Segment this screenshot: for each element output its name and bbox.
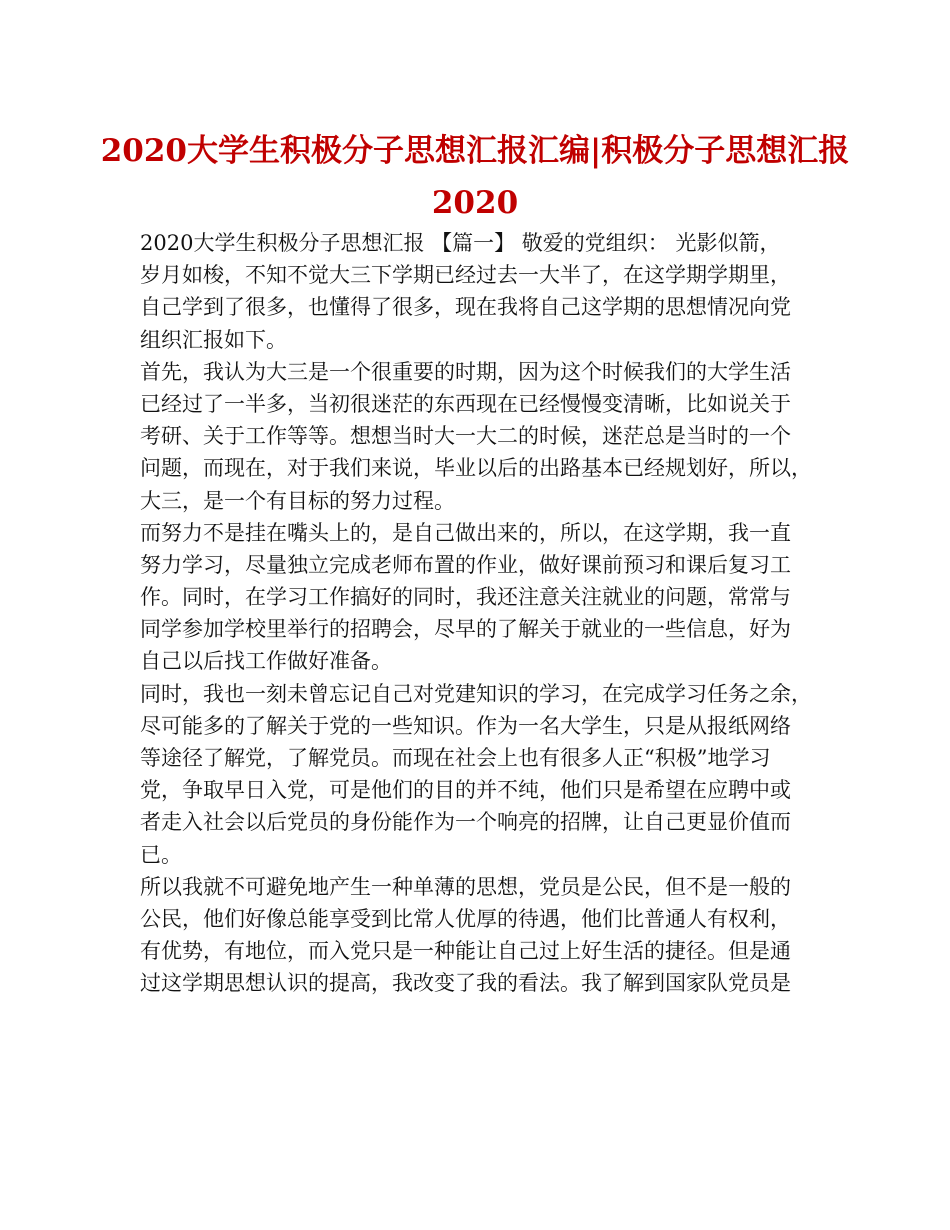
body-line: 作。同时，在学习工作搞好的同时，我还注意关注就业的问题，常常与 bbox=[140, 585, 791, 610]
body-line: 岁月如梭，不知不觉大三下学期已经过去一大半了，在这学期学期里， bbox=[140, 263, 791, 288]
body-line: 大三，是一个有目标的努力过程。 bbox=[140, 488, 455, 513]
body-line: 问题，而现在，对于我们来说，毕业以后的出路基本已经规划好，所以， bbox=[140, 456, 812, 481]
body-line: 党，争取早日入党，可是他们的目的并不纯，他们只是希望在应聘中或 bbox=[140, 778, 791, 803]
body-line: 首先，我认为大三是一个很重要的时期，因为这个时候我们的大学生活 bbox=[140, 359, 791, 384]
body-line: 已经过了一半多，当初很迷茫的东西现在已经慢慢变清晰，比如说关于 bbox=[140, 391, 791, 416]
body-line: 组织汇报如下。 bbox=[140, 327, 287, 352]
title-line-1: 2020大学生积极分子思想汇报汇编|积极分子思想汇报 bbox=[100, 133, 850, 169]
body-line: 公民，他们好像总能享受到比常人优厚的待遇，他们比普通人有权利， bbox=[140, 906, 791, 931]
body-line: 同学参加学校里举行的招聘会，尽早的了解关于就业的一些信息，好为 bbox=[140, 617, 791, 642]
body-line: 过这学期思想认识的提高，我改变了我的看法。我了解到国家队党员是 bbox=[140, 971, 791, 996]
body-line: 2020大学生积极分子思想汇报 【篇一】 敬爱的党组织： 光影似箭， bbox=[140, 231, 781, 255]
body-line: 尽可能多的了解关于党的一些知识。作为一名大学生，只是从报纸网络 bbox=[140, 713, 791, 738]
document-title bbox=[100, 125, 850, 229]
body-line: 等途径了解党，了解党员。而现在社会上也有很多人正“积极”地学习 bbox=[140, 746, 771, 770]
body-line: 考研、关于工作等等。想想当时大一大二的时候，迷茫总是当时的一个 bbox=[140, 424, 791, 449]
body-line: 所以我就不可避免地产生一种单薄的思想，党员是公民，但不是一般的 bbox=[140, 874, 791, 899]
body-line: 而努力不是挂在嘴头上的，是自己做出来的，所以，在这学期，我一直 bbox=[140, 520, 791, 545]
body-line: 同时，我也一刻未曾忘记自己对党建知识的学习，在完成学习任务之余， bbox=[140, 681, 812, 706]
body-line: 自己以后找工作做好准备。 bbox=[140, 649, 392, 674]
body-line: 有优势，有地位，而入党只是一种能让自己过上好生活的捷径。但是通 bbox=[140, 939, 791, 964]
body-line: 已。 bbox=[140, 842, 182, 867]
body-line: 努力学习，尽量独立完成老师布置的作业，做好课前预习和课后复习工 bbox=[140, 552, 791, 577]
body-line: 自己学到了很多，也懂得了很多，现在我将自己这学期的思想情况向党 bbox=[140, 295, 791, 320]
title-line-2: 2020 bbox=[431, 185, 519, 221]
document-body bbox=[140, 227, 820, 1000]
body-line: 者走入社会以后党员的身份能作为一个响亮的招牌，让自己更显价值而 bbox=[140, 810, 791, 835]
